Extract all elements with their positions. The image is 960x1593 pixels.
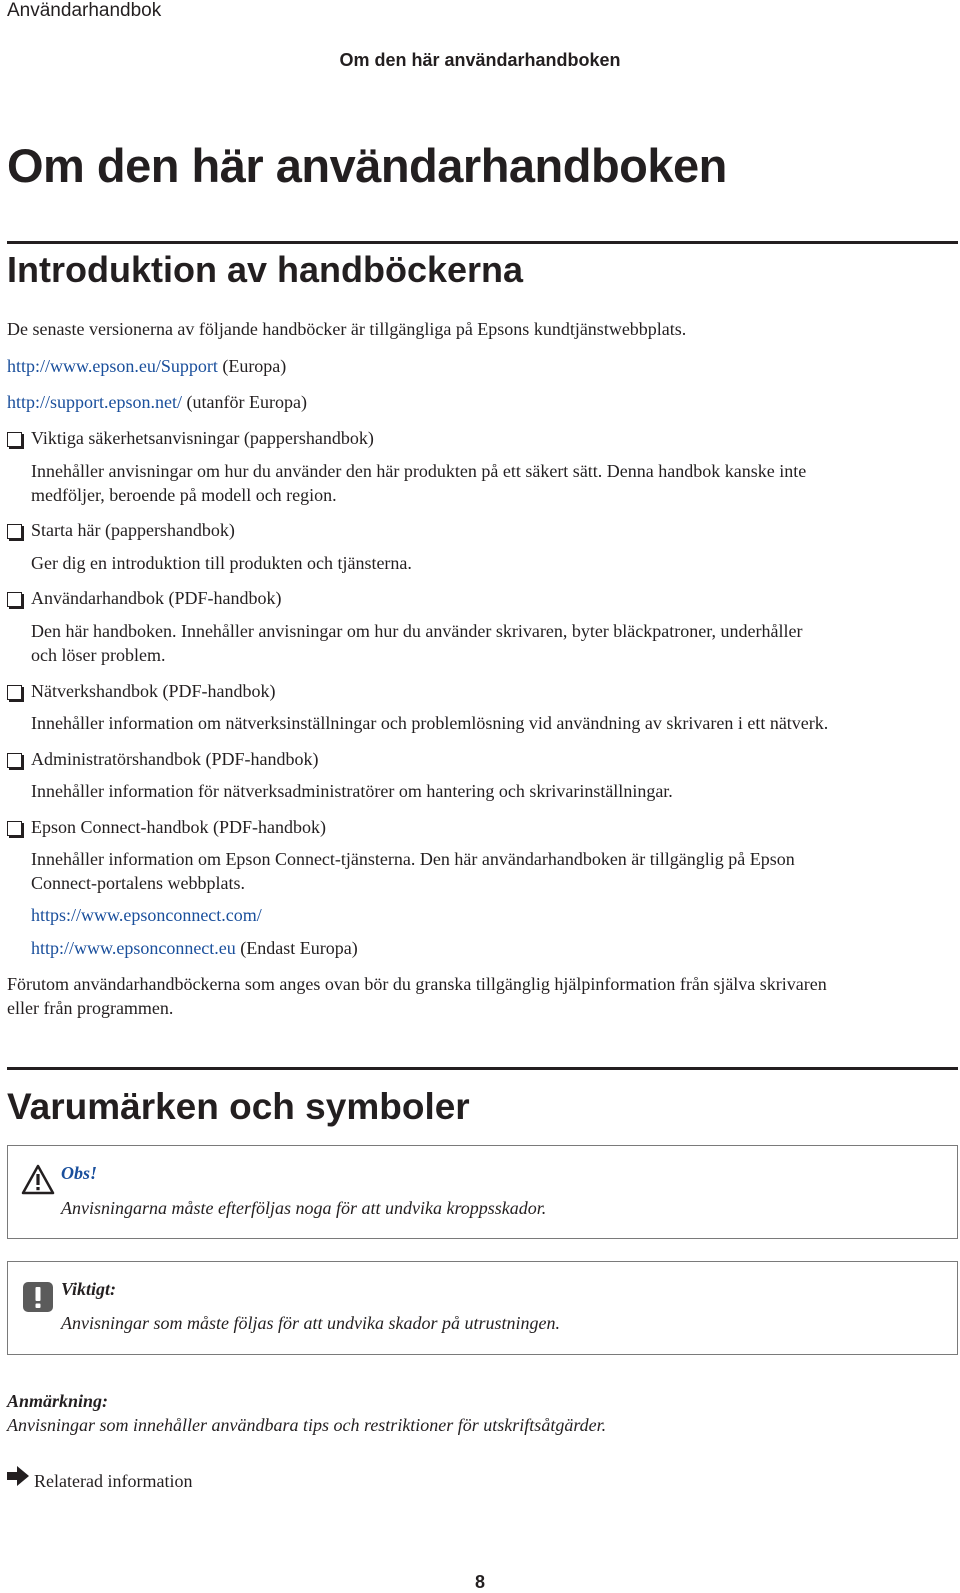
checkbox-icon <box>7 432 22 447</box>
manual-description-line: Den här handboken. Innehåller anvisningar om hur du använder skrivaren, byter bläckpatroner, underhåller <box>31 621 803 641</box>
connect-link-suffix: (Endast Europa) <box>235 938 358 958</box>
important-title: Viktigt: <box>61 1279 117 1299</box>
manual-description <box>31 619 803 667</box>
manual-description-line: Innehåller anvisningar om hur du använder den här produkten på ett säkert sätt. Denna handbok kanske inte <box>31 461 807 481</box>
warning-triangle-icon <box>21 1164 55 1195</box>
manual-title: Användarhandbok (PDF-handbok) <box>31 588 282 608</box>
warning-text: Anvisningarna måste efterföljas noga för att undvika kroppsskador. <box>61 1198 547 1218</box>
page-number: 8 <box>474 1572 485 1592</box>
manual-description-line: Ger dig en introduktion till produkten och tjänsterna. <box>31 553 412 573</box>
manual-description <box>31 551 412 575</box>
exclamation-icon <box>23 1282 53 1312</box>
note-title: Anmärkning: <box>7 1391 109 1411</box>
related-information-link[interactable]: Relaterad information <box>34 1471 193 1491</box>
important-text: Anvisningar som måste följas för att undvika skador på utrustningen. <box>61 1313 560 1333</box>
running-header: Om den här användarhandboken <box>339 50 621 70</box>
connect-link-com[interactable]: https://www.epsonconnect.com/ <box>31 905 262 925</box>
checkbox-icon <box>7 753 22 768</box>
connect-link-eu[interactable]: http://www.epsonconnect.eu <box>31 938 236 958</box>
support-link-suffix: (utanför Europa) <box>182 392 307 412</box>
page-title: Om den här användarhandboken <box>7 139 727 192</box>
manual-title: Starta här (pappershandbok) <box>31 520 235 540</box>
note-text: Anvisningar som innehåller användbara tips och restriktioner för utskriftsåtgärder. <box>7 1415 607 1435</box>
checkbox-icon <box>7 524 22 539</box>
manual-description <box>31 779 673 803</box>
manual-title: Nätverkshandbok (PDF-handbok) <box>31 681 276 701</box>
intro-lead: De senaste versionerna av följande handböcker är tillgängliga på Epsons kundtjänstwebbplats. <box>7 319 687 339</box>
support-link-line-outside <box>7 390 307 414</box>
support-link-outside[interactable]: http://support.epson.net/ <box>7 392 182 412</box>
document-name: Användarhandbok <box>7 0 162 21</box>
closing-line: Förutom användarhandböckerna som anges ovan bör du granska tillgänglig hjälpinformation från själva skrivaren <box>7 974 827 994</box>
manual-description <box>31 711 828 735</box>
manual-description-line: Connect-portalens webbplats. <box>31 873 245 893</box>
manual-description-line: Innehåller information för nätverksadministratörer om hantering och skrivarinställningar. <box>31 781 673 801</box>
checkbox-icon <box>7 592 22 607</box>
connect-link-line <box>31 903 262 927</box>
section-heading-trademarks: Varumärken och symboler <box>7 1086 470 1127</box>
support-link-suffix: (Europa) <box>217 356 287 376</box>
manual-description-line: Innehåller information om Epson Connect-tjänsterna. Den här användarhandboken är tillgänglig på Epson <box>31 849 795 869</box>
checkbox-icon <box>7 685 22 700</box>
connect-link-line <box>31 936 358 960</box>
manual-description-line: Innehåller information om nätverksinställningar och problemlösning vid användning av skrivaren i ett nätverk. <box>31 713 829 733</box>
manual-description-line: och löser problem. <box>31 645 166 665</box>
section-rule <box>7 241 958 244</box>
manual-description-line: medföljer, beroende på modell och region. <box>31 485 337 505</box>
arrow-right-icon <box>7 1466 29 1486</box>
support-link-europe[interactable]: http://www.epson.eu/Support <box>7 356 218 376</box>
checkbox-icon <box>7 821 22 836</box>
manual-description <box>31 847 795 895</box>
manual-title: Epson Connect-handbok (PDF-handbok) <box>31 817 326 837</box>
warning-callout <box>7 1145 958 1239</box>
closing-paragraph <box>7 972 827 1020</box>
important-callout <box>7 1261 958 1355</box>
manual-title: Viktiga säkerhetsanvisningar (pappershandbok) <box>31 428 374 448</box>
closing-line: eller från programmen. <box>7 998 174 1018</box>
manual-title: Administratörshandbok (PDF-handbok) <box>31 749 319 769</box>
section-heading-intro: Introduktion av handböckerna <box>7 249 524 290</box>
support-link-line-europe <box>7 354 286 378</box>
warning-title: Obs! <box>61 1163 98 1183</box>
manual-description <box>31 459 806 507</box>
section-rule <box>7 1067 958 1070</box>
